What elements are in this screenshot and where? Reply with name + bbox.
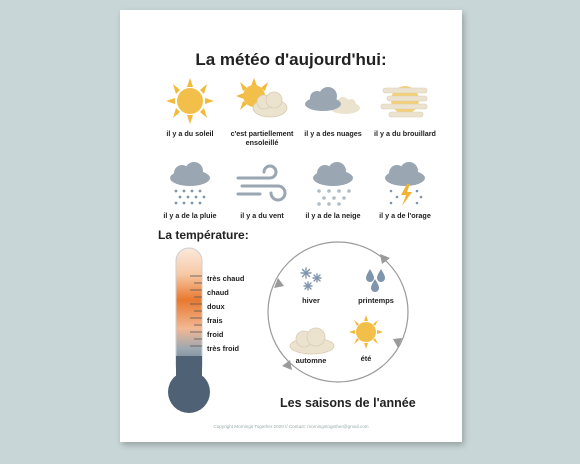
season-label-ete: été bbox=[360, 354, 372, 363]
weather-card-partly-sunny bbox=[226, 76, 298, 147]
summer-sun-icon bbox=[348, 314, 384, 350]
season-label-printemps: printemps bbox=[358, 296, 394, 305]
raindrops-icon bbox=[362, 266, 388, 292]
weather-card-fog bbox=[369, 76, 441, 138]
storm-icon bbox=[377, 162, 433, 208]
weather-card-rain bbox=[154, 162, 226, 220]
temp-label-froid: froid bbox=[207, 330, 224, 339]
weather-card-storm bbox=[369, 162, 441, 220]
temp-label-tres-chaud: très chaud bbox=[207, 274, 245, 283]
weather-card-sun bbox=[154, 76, 226, 138]
weather-caption: il y a de la neige bbox=[305, 211, 361, 220]
weather-card-snow bbox=[297, 162, 369, 220]
weather-card-wind bbox=[226, 162, 298, 220]
seasons-cycle-arrows bbox=[262, 236, 414, 388]
rain-icon bbox=[164, 162, 216, 208]
weather-caption: il y a des nuages bbox=[304, 129, 362, 138]
temp-label-doux: doux bbox=[207, 302, 225, 311]
wind-icon bbox=[234, 162, 290, 208]
season-label-automne: automne bbox=[295, 356, 327, 365]
weather-caption: il y a du soleil bbox=[166, 129, 214, 138]
weather-caption: il y a de l'orage bbox=[379, 211, 431, 220]
autumn-cloud-icon bbox=[286, 326, 336, 356]
season-label-hiver: hiver bbox=[302, 296, 320, 305]
temp-label-tres-froid: très froid bbox=[207, 344, 240, 353]
cloud-icon bbox=[301, 76, 365, 126]
sun-icon bbox=[164, 76, 216, 126]
worksheet-page bbox=[120, 10, 462, 442]
temperature-title: La température: bbox=[158, 228, 249, 242]
footer-copyright: Copyright Mornings Together 2020 // Contact: morningstogether@gmail.com bbox=[213, 424, 369, 429]
temp-label-frais: frais bbox=[207, 316, 223, 325]
weather-caption: il y a du brouillard bbox=[374, 129, 436, 138]
weather-card-cloud bbox=[297, 76, 369, 138]
fog-icon bbox=[377, 76, 433, 126]
weather-caption: il y a de la pluie bbox=[163, 211, 217, 220]
page-title: La météo d'aujourd'hui: bbox=[195, 50, 387, 69]
snowflake-icon bbox=[298, 266, 324, 292]
partly-sunny-icon bbox=[234, 76, 290, 126]
weather-caption: il y a du vent bbox=[240, 211, 284, 220]
temp-label-chaud: chaud bbox=[207, 288, 229, 297]
seasons-title: Les saisons de l'année bbox=[280, 396, 416, 410]
weather-caption: c'est partiellement ensoleillé bbox=[230, 129, 294, 147]
snow-icon bbox=[305, 162, 361, 208]
